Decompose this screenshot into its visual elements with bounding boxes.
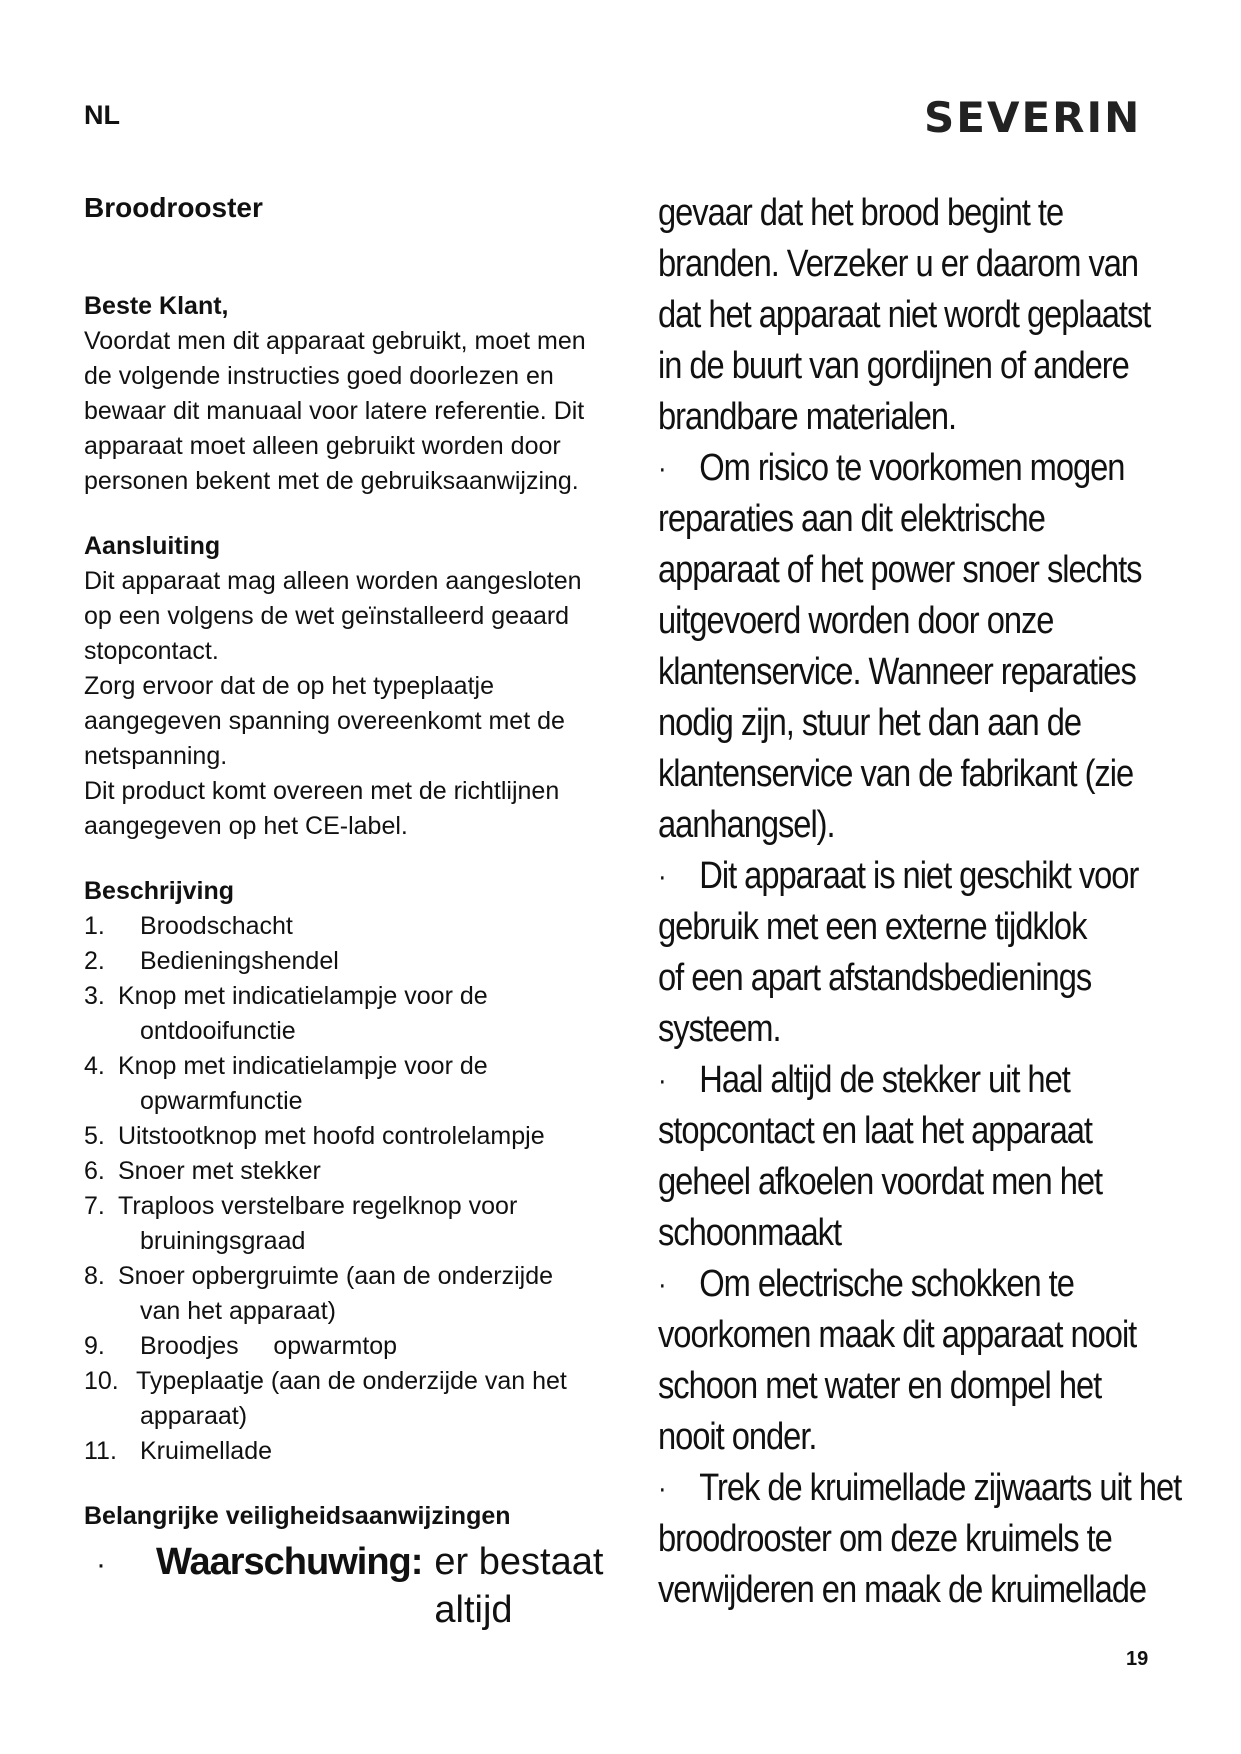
item-number: 1. [84,912,105,940]
list-item [84,1049,614,1119]
right-column [658,188,1200,1616]
intro-line: bewaar dit manuaal voor latere referentie. Dit [84,397,585,425]
text-line: voorkomen maak dit apparaat nooit [658,1314,1137,1356]
text-line: broodrooster om deze kruimels te [658,1518,1112,1560]
text-line: schoonmaakt [658,1212,842,1254]
text-line: dat het apparaat niet wordt geplaatst [658,294,1151,336]
connection-line: stopcontact. [84,637,219,665]
item-label-text: Knop met indicatielampje voor de [118,1052,488,1080]
list-item [84,909,614,944]
bullet-icon: · [658,1064,666,1097]
text-line: gevaar dat het brood begint te [658,192,1064,234]
text-line: Om risico te voorkomen mogen [699,447,1125,489]
text-line: klantenservice. Wanneer reparaties [658,651,1136,693]
text-line: in de buurt van gordijnen of andere [658,345,1129,387]
text-line: Dit apparaat is niet geschikt voor [699,855,1139,897]
bullet-icon: · [658,1472,666,1505]
list-item [84,1364,614,1434]
warning-item [84,1538,614,1634]
connection-line: Dit apparaat mag alleen worden aangesloten [84,567,582,595]
text-line: reparaties aan dit elektrische [658,498,1045,540]
connection-heading: Aansluiting [84,532,221,560]
page-number: 19 [1126,1648,1149,1670]
item-label [118,1259,614,1329]
bullet-icon: · [96,1548,106,1581]
item-label: Kruimellade [140,1437,273,1465]
item-label-text: Traploos verstelbare regelknop voor [118,1192,518,1220]
item-label [118,979,614,1049]
item-label-continued: bruiningsgraad [140,1227,306,1255]
text-line: systeem. [658,1008,781,1050]
bullet-icon: · [658,1268,666,1301]
item-label: Broodjes opwarmtop [140,1332,398,1360]
text-line: Trek de kruimellade zijwaarts uit het [699,1467,1182,1509]
warning-text: er bestaat altijd [434,1541,604,1631]
list-item [84,979,614,1049]
safety-bullet-item [658,1463,1200,1616]
intro-line: personen bekent met de gebruiksaanwijzing. [84,467,579,495]
text-line: branden. Verzeker u er daarom van [658,243,1139,285]
item-label-continued: ontdooifunctie [140,1017,296,1045]
text-line: schoon met water en dompel het [658,1365,1102,1407]
item-number: 6. [84,1157,105,1185]
item-label [136,1364,614,1434]
text-line: apparaat of het power snoer slechts [658,549,1142,591]
safety-bullet-item [658,443,1200,851]
list-item [84,1259,614,1329]
item-label-continued: apparaat) [140,1402,248,1430]
intro-line: de volgende instructies goed doorlezen en [84,362,554,390]
text-line: Haal altijd de stekker uit het [699,1059,1070,1101]
bullet-icon: · [658,860,666,893]
text-line: uitgevoerd worden door onze [658,600,1054,642]
brand-logo: SEVERIN [924,93,1142,142]
item-number: 9. [84,1332,105,1360]
text-line: nooit onder. [658,1416,817,1458]
text-line: klantenservice van de fabrikant (zie [658,753,1134,795]
item-number: 7. [84,1192,105,1220]
item-number: 5. [84,1122,105,1150]
item-label: Uitstootknop met hoofd controlelampje [118,1122,545,1150]
item-label-text: Snoer opbergruimte (aan de onderzijde [118,1262,553,1290]
item-number: 2. [84,947,105,975]
bullet-icon: · [658,452,666,485]
item-label-text: Knop met indicatielampje voor de [118,982,488,1010]
item-label-continued: van het apparaat) [140,1297,336,1325]
connection-line: Dit product komt overeen met de richtlijnen [84,777,560,805]
item-label-continued: opwarmfunctie [140,1087,303,1115]
parts-list [84,909,614,1469]
safety-bullet-item [658,1259,1200,1463]
safety-bullet-item [658,1055,1200,1259]
safety-heading: Belangrijke veiligheidsaanwijzingen [84,1502,511,1530]
item-number: 8. [84,1262,105,1290]
page-title: Broodrooster [84,192,263,223]
warning-label: Waarschuwing: [156,1541,423,1583]
text-line: verwijderen en maak de kruimellade [658,1569,1147,1611]
intro-line: apparaat moet alleen gebruikt worden door [84,432,561,460]
item-label-text: Typeplaatje (aan de onderzijde van het [136,1367,567,1395]
connection-line: op een volgens de wet geïnstalleerd geaard [84,602,570,630]
list-item [84,1434,614,1469]
text-line: aanhangsel). [658,804,835,846]
item-label [118,1189,614,1259]
text-line: Om electrische schokken te [699,1263,1074,1305]
left-column [84,190,614,1634]
connection-text [84,564,614,844]
text-line: brandbare materialen. [658,396,957,438]
item-number: 10. [84,1367,119,1395]
list-item [84,1154,614,1189]
list-item [84,1329,614,1364]
text-line: nodig zijn, stuur het dan aan de [658,702,1082,744]
connection-line: Zorg ervoor dat de op het typeplaatje [84,672,494,700]
text-line: geheel afkoelen voordat men het [658,1161,1103,1203]
continued-paragraph [658,188,1200,443]
item-number: 4. [84,1052,105,1080]
description-heading: Beschrijving [84,877,235,905]
item-label [118,1049,614,1119]
connection-line: aangegeven spanning overeenkomt met de [84,707,565,735]
item-label: Bedieningshendel [140,947,339,975]
text-line: gebruik met een externe tijdklok [658,906,1087,948]
language-code: NL [84,100,120,130]
text-line: of een apart afstandsbedienings [658,957,1092,999]
intro-line: Voordat men dit apparaat gebruikt, moet men [84,327,586,355]
item-number: 11. [84,1437,117,1465]
item-label: Broodschacht [140,912,293,940]
list-item [84,944,614,979]
safety-bullet-item [658,851,1200,1055]
text-line: stopcontact en laat het apparaat [658,1110,1092,1152]
intro-text [84,324,614,499]
list-item [84,1189,614,1259]
connection-line: netspanning. [84,742,228,770]
greeting: Beste Klant, [84,292,229,320]
list-item [84,1119,614,1154]
connection-line: aangegeven op het CE-label. [84,812,408,840]
item-label: Snoer met stekker [118,1157,321,1185]
item-number: 3. [84,982,105,1010]
